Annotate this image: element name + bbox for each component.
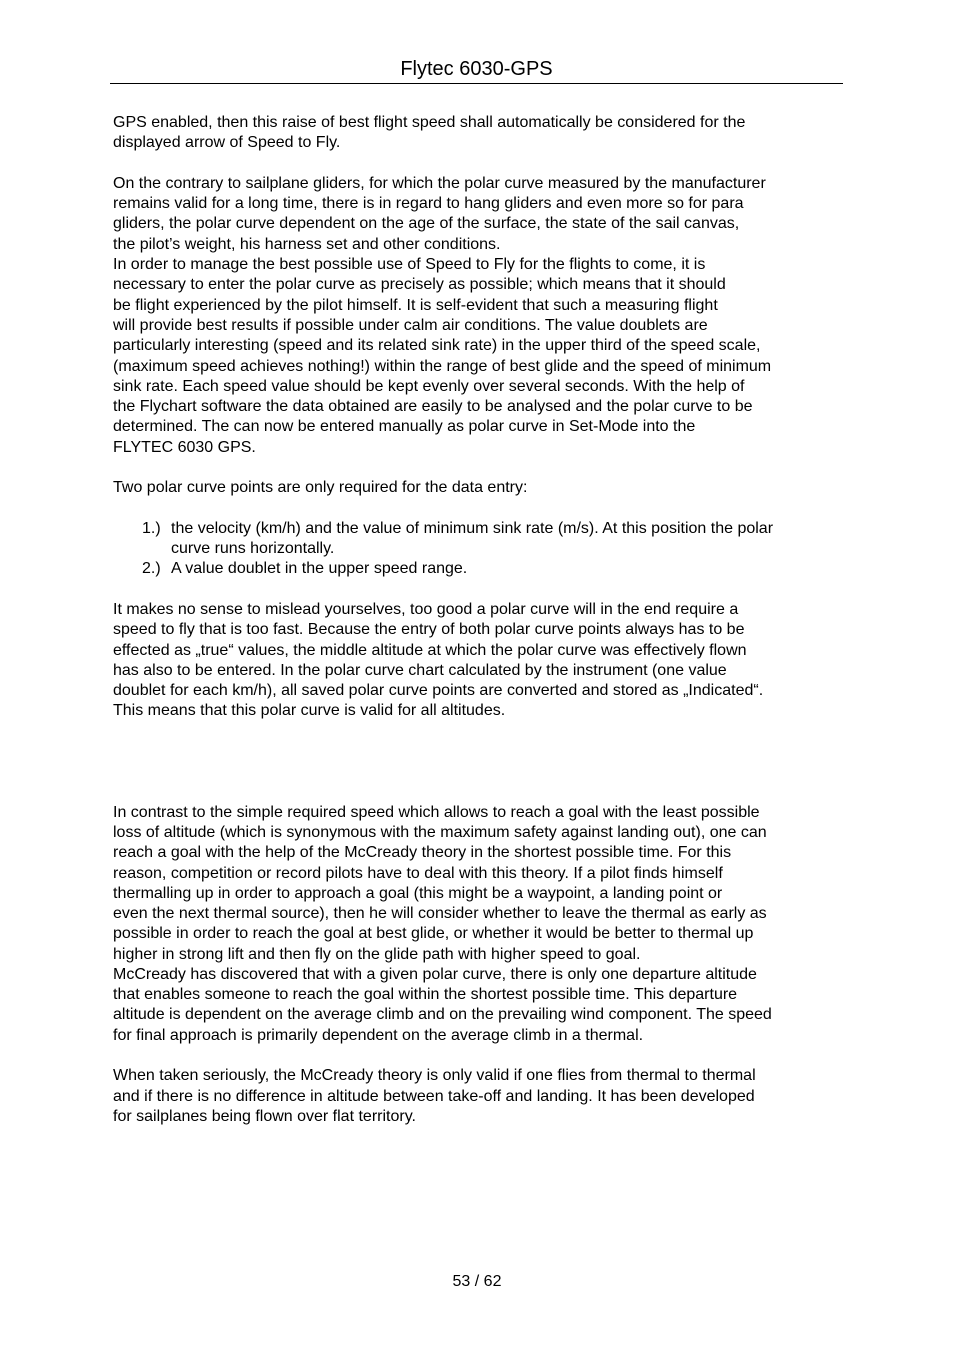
text-line: (maximum speed achieves nothing!) within the range of best glide and the speed of minimum [113, 358, 772, 375]
text-line: that enables someone to reach the goal within the shortest possible time. This departure [113, 986, 738, 1003]
text-line: higher in strong lift and then fly on the glide path with higher speed to goal. [113, 946, 641, 963]
text-line: doublet for each km/h), all saved polar curve points are converted and stored as „Indicated“. [113, 682, 764, 699]
list-number: 2.) [142, 560, 161, 577]
text-line: In contrast to the simple required speed which allows to reach a goal with the least possible [113, 804, 760, 821]
header-title: Flytec 6030-GPS [400, 58, 553, 80]
text-line: reach a goal with the help of the McCready theory in the shortest possible time. For this [113, 844, 732, 861]
text-line: the Flychart software the data obtained are easily to be analysed and the polar curve to be [113, 398, 753, 415]
list-number: 1.) [142, 520, 161, 537]
text-line: the pilot’s weight, his harness set and other conditions. [113, 236, 501, 253]
header-divider [110, 83, 843, 84]
text-line: possible in order to reach the goal at best glide, or whether it would be better to thermal up [113, 925, 754, 942]
text-line: and if there is no difference in altitude between take-off and landing. It has been developed [113, 1088, 755, 1105]
text-line: for sailplanes being flown over flat territory. [113, 1108, 416, 1125]
text-line: When taken seriously, the McCready theory is only valid if one flies from thermal to thermal [113, 1067, 756, 1084]
text-line: reason, competition or record pilots have to deal with this theory. If a pilot finds himself [113, 865, 723, 882]
text-line: gliders, the polar curve dependent on the age of the surface, the state of the sail canvas, [113, 215, 740, 232]
text-line: sink rate. Each speed value should be kept evenly over several seconds. With the help of [113, 378, 745, 395]
text-line: necessary to enter the polar curve as precisely as possible; which means that it should [113, 276, 726, 293]
text-line: displayed arrow of Speed to Fly. [113, 134, 341, 151]
text-line: It makes no sense to mislead yourselves, too good a polar curve will in the end require a [113, 601, 739, 618]
text-line: FLYTEC 6030 GPS. [113, 439, 256, 456]
text-line: altitude is dependent on the average climb and on the prevailing wind component. The speed [113, 1006, 772, 1023]
text-line: particularly interesting (speed and its related sink rate) in the upper third of the speed scale, [113, 337, 761, 354]
text-line: In order to manage the best possible use of Speed to Fly for the flights to come, it is [113, 256, 706, 273]
text-line: determined. The can now be entered manually as polar curve in Set-Mode into the [113, 418, 696, 435]
text-line: GPS enabled, then this raise of best flight speed shall automatically be considered for the [113, 114, 746, 131]
text-line: On the contrary to sailplane gliders, for which the polar curve measured by the manufacturer [113, 175, 766, 192]
text-line: This means that this polar curve is valid for all altitudes. [113, 702, 506, 719]
list-item-text: curve runs horizontally. [171, 540, 335, 557]
page-number: 53 / 62 [452, 1273, 502, 1290]
list-item-text: A value doublet in the upper speed range. [171, 560, 468, 577]
text-line: McCready has discovered that with a given polar curve, there is only one departure altitude [113, 966, 757, 983]
text-line: has also to be entered. In the polar curve chart calculated by the instrument (one value [113, 662, 727, 679]
text-line: thermalling up in order to approach a goal (this might be a waypoint, a landing point or [113, 885, 723, 902]
text-line: will provide best results if possible under calm air conditions. The value doublets are [113, 317, 708, 334]
list-item-text: the velocity (km/h) and the value of minimum sink rate (m/s). At this position the polar [171, 520, 774, 537]
paragraph-polar-points-intro: Two polar curve points are only required for the data entry: [113, 479, 528, 496]
text-line: remains valid for a long time, there is in regard to hang gliders and even more so for para [113, 195, 744, 212]
text-line: even the next thermal source), then he will consider whether to leave the thermal as early as [113, 905, 767, 922]
text-line: for final approach is primarily dependent on the average climb in a thermal. [113, 1027, 644, 1044]
text-line: speed to fly that is too fast. Because the entry of both polar curve points always has to be [113, 621, 745, 638]
text-line: be flight experienced by the pilot himself. It is self-evident that such a measuring flight [113, 297, 718, 314]
text-line: loss of altitude (which is synonymous with the maximum safety against landing out), one can [113, 824, 767, 841]
text-line: effected as „true“ values, the middle altitude at which the polar curve was effectively flown [113, 642, 747, 659]
